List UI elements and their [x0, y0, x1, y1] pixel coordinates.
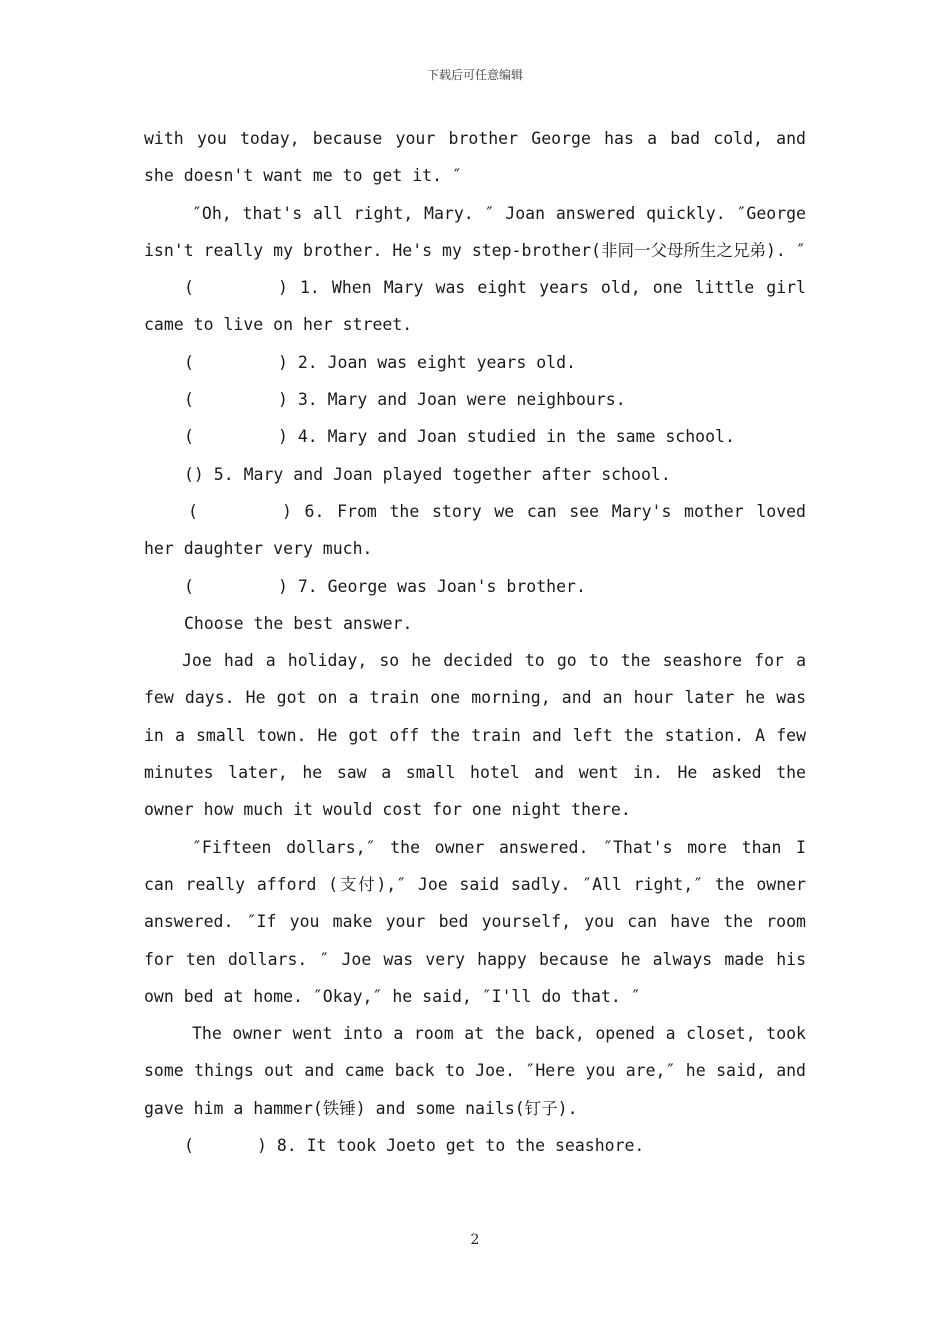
page-number: 2: [470, 1232, 480, 1248]
page-header: 下载后可任意编辑: [426, 68, 523, 82]
question-5: () 5. Mary and Joan played together after school.: [184, 464, 671, 484]
section-title: Choose the best answer.: [184, 613, 413, 633]
question-1: ( ) 1. When Mary was eight years old, one little girl came to live on her street.: [144, 278, 806, 335]
story2-paragraph-1: Joe had a holiday, so he decided to go to the seashore for a few days. He got on a train one morning, and an hour later he was in a small town. He got off the train and left the station. A few minutes later, he saw a small hotel and went in. He asked the owner how much it would cost for one night there.: [144, 651, 806, 820]
story1-paragraph-1: with you today, because your brother George has a bad cold, and she doesn't want me to get it. ″: [144, 129, 806, 186]
story1-paragraph-2: ″Oh, that's all right, Mary. ″ Joan answered quickly. ″George isn't really my brother. He's my step-brother(非同一父母所生之兄弟). ″: [144, 203, 806, 260]
document-body: [144, 120, 806, 1164]
question-8: ( ) 8. It took Joeto get to the seashore.: [184, 1136, 645, 1156]
question-2: ( ) 2. Joan was eight years old.: [184, 352, 576, 372]
question-3: ( ) 3. Mary and Joan were neighbours.: [184, 390, 626, 410]
question-7: ( ) 7. George was Joan's brother.: [184, 576, 586, 596]
question-6: ( ) 6. From the story we can see Mary's mother loved her daughter very much.: [144, 501, 806, 559]
story2-paragraph-3: The owner went into a room at the back, opened a closet, took some things out and came back to Joe. ″Here you are,″ he said, and gave him a hammer(铁锤) and some nails(钉子).: [144, 1024, 806, 1118]
question-4: ( ) 4. Mary and Joan studied in the same school.: [184, 427, 735, 447]
story2-paragraph-2: ″Fifteen dollars,″ the owner answered. ″That's more than I can really afford (支付),″ Joe said sadly. ″All right,″ the owner answered. ″If you make your bed yourself, you can have the room for ten dollars. ″ Joe was very happy because he always made his own bed at home. ″Okay,″ he said, ″I'll do that. ″: [144, 837, 806, 1006]
